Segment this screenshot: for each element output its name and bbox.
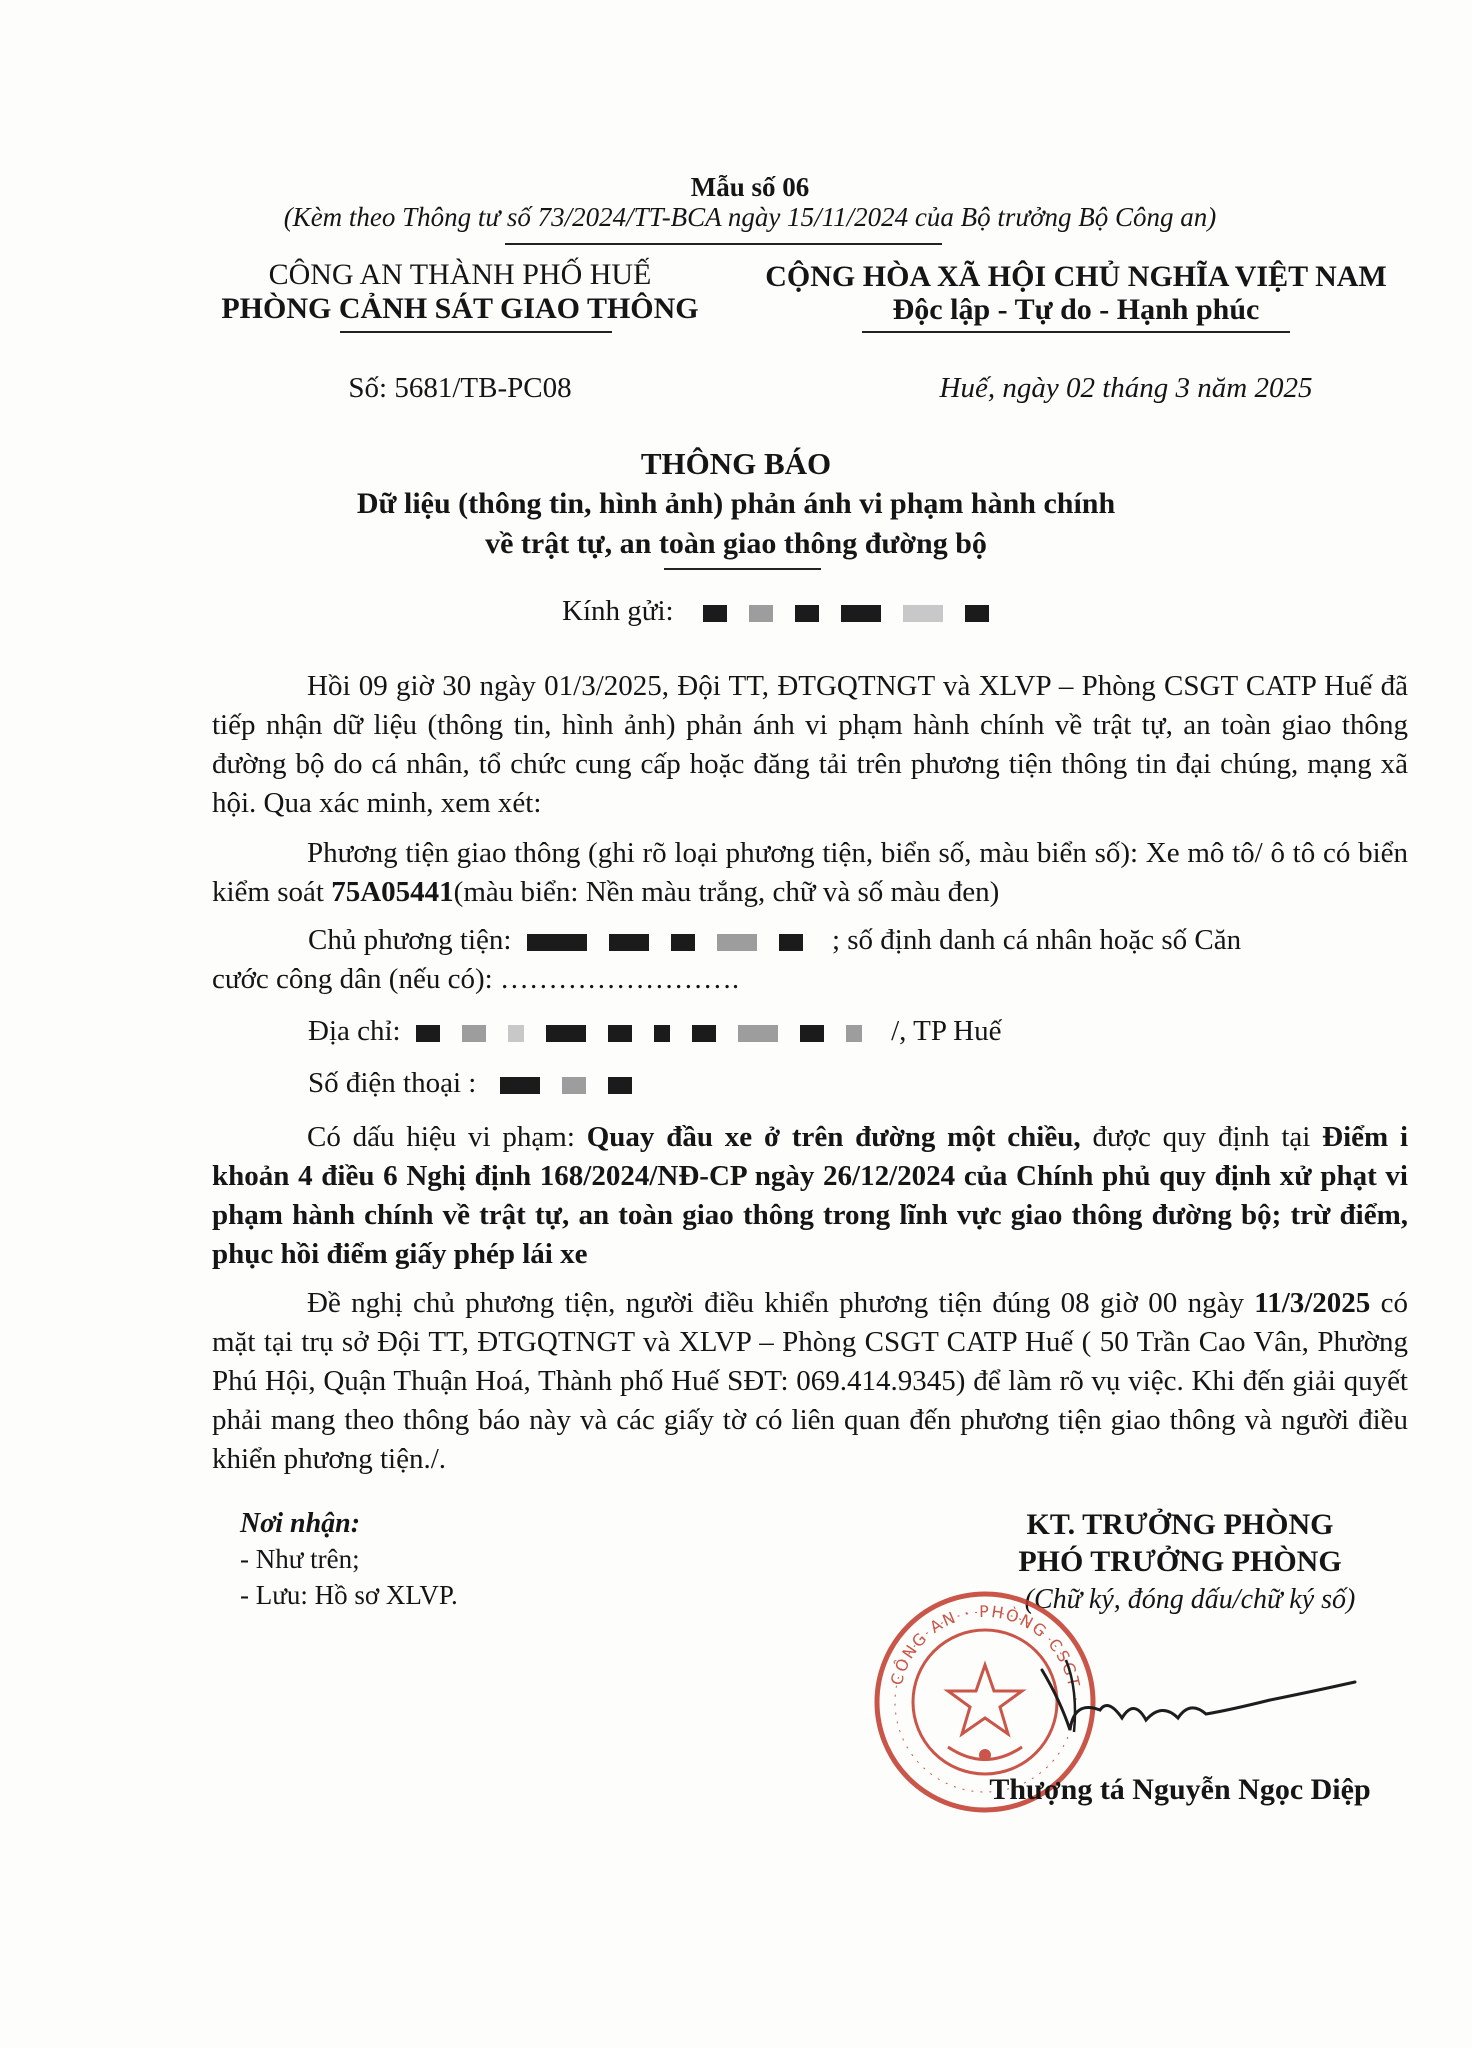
recipient-line — [562, 592, 1011, 631]
signature-on-behalf: KT. TRƯỞNG PHÒNG — [1026, 1508, 1334, 1541]
appointment-date: 11/3/2025 — [1254, 1287, 1371, 1319]
phone-label: Số điện thoại : — [308, 1067, 477, 1099]
request-part1: Đề nghị chủ phương tiện, người điều khiển phương tiện đúng 08 giờ 00 ngày — [307, 1287, 1244, 1319]
attachment-note: (Kèm theo Thông tư số 73/2024/TT-BCA ngày 15/11/2024 của Bộ trưởng Bộ Công an) — [283, 202, 1217, 232]
nation-name: CỘNG HÒA XÃ HỘI CHỦ NGHĨA VIỆT NAM — [765, 260, 1387, 293]
redacted-recipient — [703, 595, 1011, 627]
owner-line — [308, 921, 1241, 960]
address-tail: /, TP Huế — [891, 1015, 1002, 1047]
owner-id-line: cước công dân (nếu có): ……………………. — [212, 963, 740, 995]
agency-name: CÔNG AN THÀNH PHỐ HUẾ — [268, 258, 652, 291]
header-divider — [505, 243, 942, 245]
svg-text:CÔNG AN · PHÒNG CSGT · TP HUẾ: CÔNG AN · PHÒNG CSGT · — [886, 1601, 1086, 1704]
signer-name: Thượng tá Nguyễn Ngọc Diệp — [989, 1773, 1371, 1806]
motto-underline — [862, 331, 1290, 333]
redacted-phone — [500, 1067, 654, 1099]
violation-paragraph — [212, 1118, 1408, 1274]
signature-note: (Chữ ký, đóng dấu/chữ ký số) — [1024, 1584, 1356, 1615]
license-plate: 75A05441 — [331, 876, 454, 908]
vehicle-label: Phương tiện giao thông (ghi rõ loại phương tiện, biển số, màu biển số): Xe mô tô/ ô tô có biển kiểm soát — [212, 837, 1408, 908]
request-paragraph — [212, 1284, 1408, 1479]
vehicle-paragraph — [212, 834, 1408, 912]
violation-mid: được quy định tại — [1092, 1121, 1311, 1153]
address-label: Địa chỉ: — [308, 1015, 401, 1047]
recipient-item-1: - Như trên; — [240, 1544, 360, 1574]
recipients-heading: Nơi nhận: — [240, 1508, 361, 1539]
owner-label: Chủ phương tiện: — [308, 924, 512, 956]
request-part2: có mặt tại trụ sở Đội TT, ĐTGQTNGT và XLVP – Phòng CSGT CATP Huế ( 50 Trần Cao Vân, Phường Phú Hội, Quận Thuận Hoá, Thành phố Huế SĐT: 069.414.9345) để làm rõ vụ việc. Khi đến giải quyết phải mang theo thông báo này và các giấy tờ có liên quan đến phương tiện giao thông và người điều khiển phương tiện./. — [212, 1287, 1409, 1475]
doc-subtitle-line2: về trật tự, an toàn giao thông đường bộ — [485, 527, 987, 560]
recipient-label: Kính gửi: — [562, 595, 674, 627]
phone-line — [308, 1064, 654, 1103]
form-number: Mẫu số 06 — [690, 172, 810, 202]
place-date: Huế, ngày 02 tháng 3 năm 2025 — [939, 372, 1313, 404]
redacted-address — [416, 1015, 891, 1047]
handwritten-signature — [1030, 1640, 1360, 1750]
doc-subtitle-line1: Dữ liệu (thông tin, hình ảnh) phản ánh vi phạm hành chính — [356, 487, 1116, 520]
doc-number: Số: 5681/TB-PC08 — [348, 372, 572, 404]
recipient-item-2: - Lưu: Hồ sơ XLVP. — [240, 1580, 458, 1610]
plate-color: (màu biển: Nền màu trắng, chữ và số màu đen) — [453, 876, 1000, 908]
address-line — [308, 1012, 1001, 1051]
redacted-owner-name — [527, 924, 832, 956]
intro-paragraph: Hồi 09 giờ 30 ngày 01/3/2025, Đội TT, ĐTGQTNGT và XLVP – Phòng CSGT CATP Huế đã tiếp nhận dữ liệu (thông tin, hình ảnh) phản ánh vi phạm hành chính về trật tự, an toàn giao thông đường bộ do cá nhân, tổ chức cung cấp hoặc đăng tải trên phương tiện thông tin đại chúng, mạng xã hội. Qua xác minh, xem xét: — [212, 670, 1408, 819]
national-motto: Độc lập - Tự do - Hạnh phúc — [892, 293, 1260, 326]
doc-title: THÔNG BÁO — [640, 446, 832, 481]
signature-position: PHÓ TRƯỞNG PHÒNG — [1018, 1545, 1342, 1578]
violation-lead: Có dấu hiệu vi phạm: — [307, 1121, 575, 1153]
legal-basis: Điểm i khoản 4 điều 6 Nghị định 168/2024/NĐ-CP ngày 26/12/2024 của Chính phủ quy định xử phạt vi phạm hành chính về trật tự, an toàn giao thông trong lĩnh vực giao thông đường bộ; trừ điểm, phục hồi điểm giấy phép lái xe — [212, 1121, 1409, 1270]
department-name: PHÒNG CẢNH SÁT GIAO THÔNG — [221, 292, 699, 325]
title-underline — [664, 568, 821, 570]
owner-id-label: ; số định danh cá nhân hoặc số Căn — [831, 924, 1242, 956]
department-underline — [340, 331, 612, 333]
violation-act: Quay đầu xe ở trên đường một chiều, — [586, 1121, 1081, 1153]
